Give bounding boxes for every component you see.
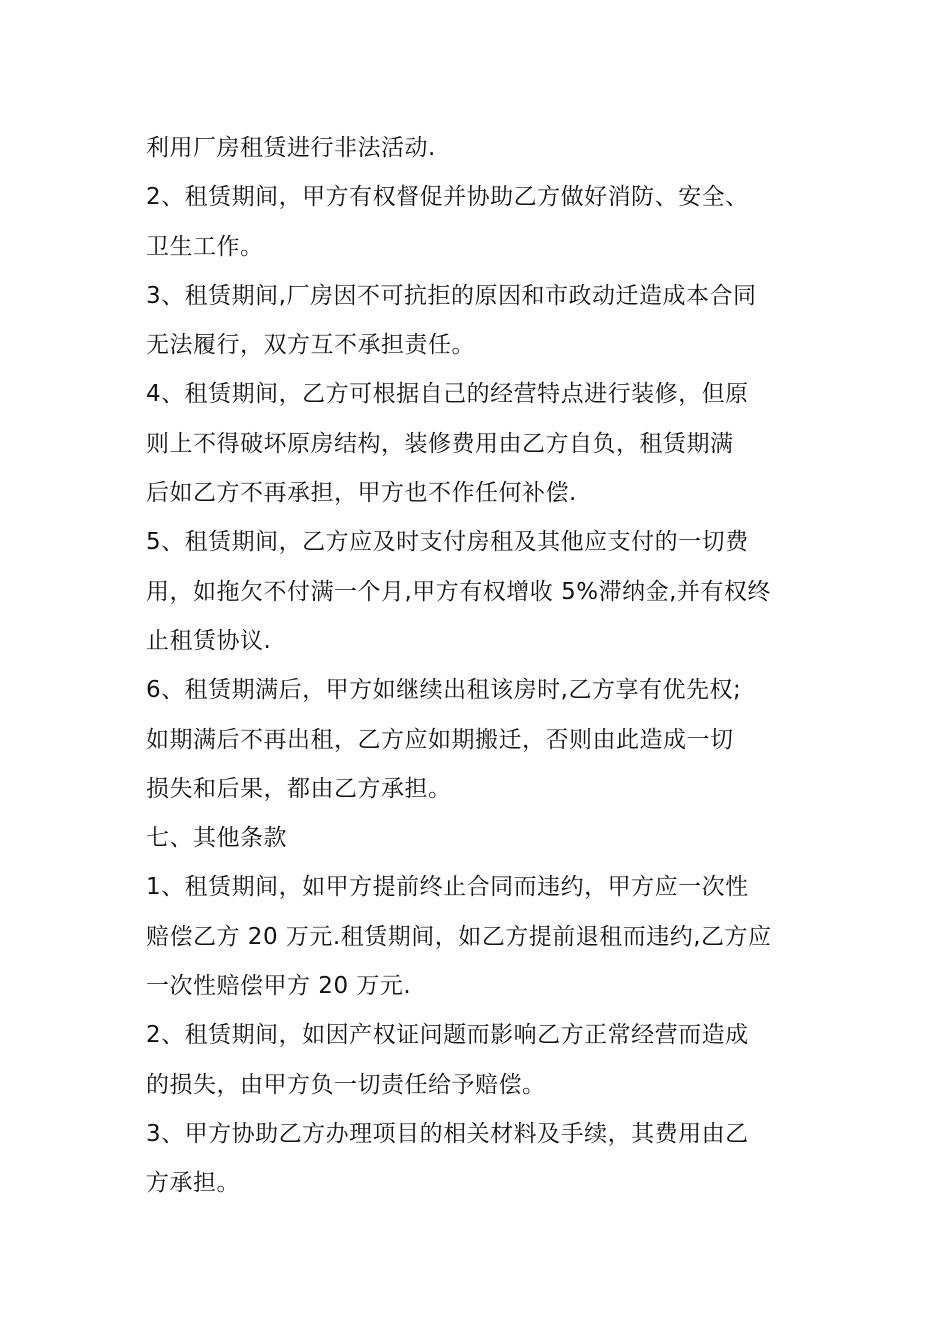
text-line: 6、租赁期满后，甲方如继续出租该房时,乙方享有优先权; bbox=[146, 677, 742, 704]
text-line: 2、租赁期间，甲方有权督促并协助乙方做好消防、安全、 bbox=[146, 184, 749, 211]
text-line: 如期满后不再出租，乙方应如期搬迁，否则由此造成一切 bbox=[146, 726, 734, 753]
text-line: 利用厂房租赁进行非法活动. bbox=[146, 135, 436, 161]
text-line: 用，如拖欠不付满一个月,甲方有权增收 5%滞纳金,并有权终 bbox=[146, 578, 771, 605]
text-line: 2、租赁期间，如因产权证问题而影响乙方正常经营而造成 bbox=[146, 1022, 749, 1049]
text-line: 3、租赁期间,厂房因不可抗拒的原因和市政动迁造成本合同 bbox=[146, 282, 757, 309]
text-line: 后如乙方不再承担，甲方也不作任何补偿. bbox=[146, 480, 577, 507]
text-line: 一次性赔偿甲方 20 万元. bbox=[146, 973, 412, 1000]
text-line: 则上不得破坏原房结构，装修费用由乙方自负，租赁期满 bbox=[146, 430, 734, 457]
text-line: 1、租赁期间，如甲方提前终止合同而违约，甲方应一次性 bbox=[146, 874, 749, 901]
text-line: 赔偿乙方 20 万元.租赁期间，如乙方提前退租而违约,乙方应 bbox=[146, 923, 772, 950]
text-line: 卫生工作。 bbox=[146, 233, 264, 260]
text-line: 5、租赁期间，乙方应及时支付房租及其他应支付的一切费 bbox=[146, 529, 749, 556]
text-line: 4、租赁期间，乙方可根据自己的经营特点进行装修，但原 bbox=[146, 381, 749, 408]
document-body bbox=[146, 124, 810, 1209]
text-line: 损失和后果，都由乙方承担。 bbox=[146, 775, 452, 802]
text-line: 方承担。 bbox=[146, 1170, 240, 1197]
text-line: 止租赁协议. bbox=[146, 627, 272, 654]
text-line: 的损失，由甲方负一切责任给予赔偿。 bbox=[146, 1071, 546, 1098]
text-line: 3、甲方协助乙方办理项目的相关材料及手续，其费用由乙 bbox=[146, 1120, 749, 1147]
text-line: 无法履行，双方互不承担责任。 bbox=[146, 332, 475, 359]
section-heading: 七、其他条款 bbox=[146, 825, 287, 852]
